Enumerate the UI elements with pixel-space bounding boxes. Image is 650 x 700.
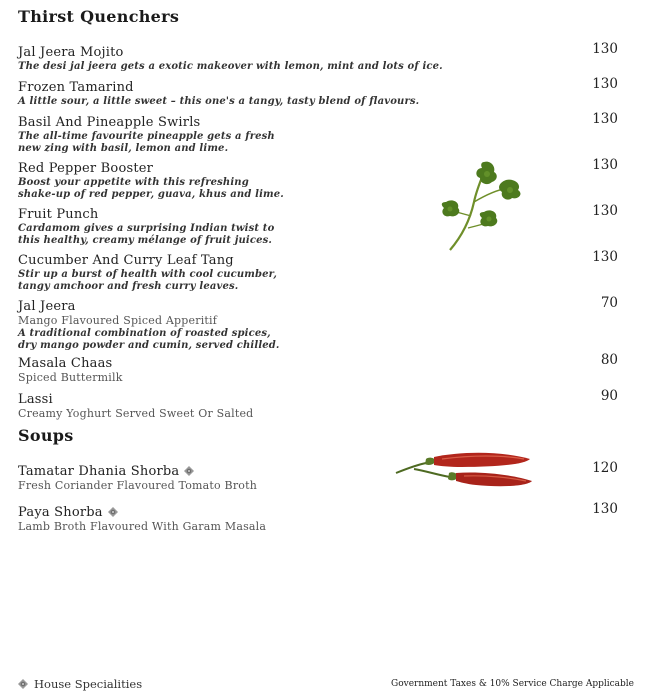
item-subtitle: Lamb Broth Flavoured With Garam Masala xyxy=(18,520,267,533)
item-name: Jal Jeera xyxy=(18,299,76,314)
menu-item xyxy=(18,352,628,385)
item-description-line: tangy amchoor and fresh curry leaves. xyxy=(18,281,239,292)
item-description-line: A traditional combination of roasted spices, xyxy=(18,327,271,339)
item-description-line: dry mango powder and cumin, served chilled. xyxy=(18,339,280,351)
item-price: 130 xyxy=(592,157,618,173)
item-subtitle: Creamy Yoghurt Served Sweet Or Salted xyxy=(18,407,254,420)
item-name: Basil And Pineapple Swirls xyxy=(18,115,201,130)
item-price: 90 xyxy=(600,388,618,404)
menu-item xyxy=(18,41,628,73)
item-description-line: Stir up a burst of health with cool cucumber, xyxy=(18,269,278,280)
menu-item xyxy=(18,76,628,108)
item-name: Cucumber And Curry Leaf Tang xyxy=(18,253,234,268)
menu-item xyxy=(18,203,628,247)
menu-item xyxy=(18,157,628,201)
item-name: Lassi xyxy=(18,392,53,407)
red-chilli-icon xyxy=(392,447,537,495)
item-name: Paya Shorba xyxy=(18,505,103,520)
menu-item xyxy=(18,388,628,421)
house-speciality-icon xyxy=(184,466,194,476)
menu-item xyxy=(18,249,628,293)
item-subtitle: Mango Flavoured Spiced Apperitif xyxy=(18,314,218,327)
item-price: 80 xyxy=(600,352,618,368)
item-name: Fruit Punch xyxy=(18,207,99,222)
menu-item xyxy=(18,295,628,352)
item-price: 130 xyxy=(592,111,618,127)
item-description-line: shake-up of red pepper, guava, khus and lime. xyxy=(18,189,284,200)
item-subtitle: Fresh Coriander Flavoured Tomato Broth xyxy=(18,479,258,492)
item-description-line: new zing with basil, lemon and lime. xyxy=(18,143,229,154)
item-name: Jal Jeera Mojito xyxy=(18,45,124,60)
coriander-sprig-icon xyxy=(440,158,530,253)
section-title-thirst-quenchers: Thirst Quenchers xyxy=(18,7,180,26)
house-specialities-legend xyxy=(18,677,142,691)
item-description: The desi jal jeera gets a exotic makeover with lemon, mint and lots of ice. xyxy=(18,61,443,72)
item-price: 120 xyxy=(592,460,618,476)
item-name: Frozen Tamarind xyxy=(18,80,134,95)
legend-label: House Specialities xyxy=(34,677,143,691)
item-description-line: Cardamom gives a surprising Indian twist to xyxy=(18,223,275,234)
item-price: 130 xyxy=(592,76,618,92)
item-description: A little sour, a little sweet – this one's a tangy, tasty blend of flavours. xyxy=(18,96,420,107)
item-name: Tamatar Dhania Shorba xyxy=(18,464,180,479)
menu-item xyxy=(18,501,628,534)
item-price: 130 xyxy=(592,203,618,219)
item-price: 130 xyxy=(592,41,618,57)
tax-note: Government Taxes & 10% Service Charge Applicable xyxy=(391,679,634,689)
item-description-line: Boost your appetite with this refreshing xyxy=(18,177,249,188)
item-name: Masala Chaas xyxy=(18,356,113,371)
house-speciality-icon xyxy=(108,507,118,517)
item-price: 70 xyxy=(600,295,618,311)
item-price: 130 xyxy=(592,249,618,265)
menu-item xyxy=(18,111,628,155)
item-description-line: this healthy, creamy mélange of fruit juices. xyxy=(18,235,273,246)
item-price: 130 xyxy=(592,501,618,517)
item-subtitle: Spiced Buttermilk xyxy=(18,371,123,384)
item-name: Red Pepper Booster xyxy=(18,161,154,176)
house-speciality-icon xyxy=(18,679,28,689)
item-description-line: The all-time favourite pineapple gets a fresh xyxy=(18,131,275,142)
section-title-soups: Soups xyxy=(18,426,74,445)
